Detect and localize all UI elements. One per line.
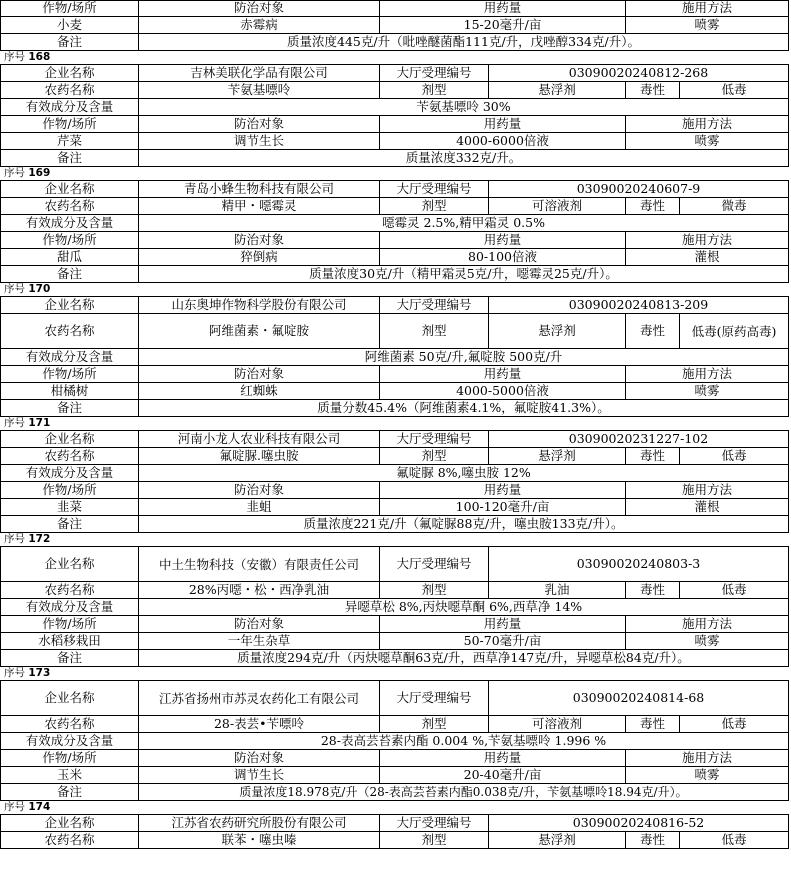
method-header: 施用方法	[625, 750, 789, 766]
toxicity-cell: 低毒	[679, 832, 789, 848]
toxicity-cell: 低毒	[679, 82, 789, 98]
company-row	[0, 431, 789, 448]
dosage-header: 用药量	[379, 232, 625, 248]
toxicity-cell: 微毒	[679, 198, 789, 214]
usage-header-row	[0, 232, 789, 249]
toxicity-label: 毒性	[625, 832, 679, 848]
ingredients-row	[0, 99, 789, 116]
seq-number: 序号 174	[4, 801, 51, 813]
pesticide-cell: 联苯・噻虫嗪	[138, 832, 379, 848]
target-cell: 赤霉病	[138, 17, 379, 33]
hall-no-cell: 03090020240814-68	[488, 681, 789, 715]
dosage-cell: 4000-5000倍液	[379, 383, 625, 399]
ingredients-row	[0, 215, 789, 232]
remark-label: 备注	[0, 650, 138, 666]
remark-label: 备注	[0, 266, 138, 282]
ingredients-label: 有效成分及含量	[0, 599, 138, 615]
target-header: 防治对象	[138, 482, 379, 498]
company-cell: 江苏省农药研究所股份有限公司	[138, 815, 379, 831]
pesticide-label: 农药名称	[0, 448, 138, 464]
crop-header: 作物/场所	[0, 482, 138, 498]
crop-cell: 玉米	[0, 767, 138, 783]
crop-cell: 芹菜	[0, 133, 138, 149]
ingredients-row	[0, 733, 789, 750]
remark-label: 备注	[0, 784, 138, 800]
remark-label: 备注	[0, 516, 138, 532]
dosage-cell: 20-40毫升/亩	[379, 767, 625, 783]
pesticide-cell: 28%丙噁・松・西净乳油	[138, 582, 379, 598]
formulation-label: 剂型	[379, 582, 488, 598]
ingredients-label: 有效成分及含量	[0, 99, 138, 115]
ingredients-label: 有效成分及含量	[0, 733, 138, 749]
remark-cell: 质量浓度18.978克/升（28-表高芸苔素内酯0.038克/升，苄氨基嘌呤18.94克/升）。	[138, 784, 789, 800]
ingredients-cell: 噁霉灵 2.5%,精甲霜灵 0.5%	[138, 215, 789, 231]
pesticide-row	[0, 716, 789, 733]
remark-row	[0, 650, 789, 667]
pesticide-cell: 苄氨基嘌呤	[138, 82, 379, 98]
dosage-cell: 100-120毫升/亩	[379, 499, 625, 515]
company-label: 企业名称	[0, 431, 138, 447]
usage-row	[0, 133, 789, 150]
remark-label: 备注	[0, 150, 138, 166]
company-label: 企业名称	[0, 815, 138, 831]
formulation-label: 剂型	[379, 198, 488, 214]
dosage-header: 用药量	[379, 1, 625, 16]
usage-row	[0, 499, 789, 516]
usage-header-row	[0, 116, 789, 133]
toxicity-label: 毒性	[625, 82, 679, 98]
formulation-cell: 悬浮剂	[488, 82, 625, 98]
seq-number: 序号 173	[4, 667, 51, 679]
ingredients-cell: 异噁草松 8%,丙炔噁草酮 6%,西草净 14%	[138, 599, 789, 615]
company-cell: 山东奥坤作物科学股份有限公司	[138, 297, 379, 313]
company-row	[0, 181, 789, 198]
ingredients-row	[0, 349, 789, 366]
pesticide-row	[0, 198, 789, 215]
remark-row	[0, 516, 789, 533]
seq-row	[0, 667, 789, 681]
company-cell: 江苏省扬州市苏灵农药化工有限公司	[138, 681, 379, 715]
toxicity-cell: 低毒(原药高毒)	[679, 314, 789, 348]
company-row	[0, 681, 789, 716]
formulation-cell: 可溶液剂	[488, 198, 625, 214]
company-label: 企业名称	[0, 547, 138, 581]
target-header: 防治对象	[138, 232, 379, 248]
pesticide-row	[0, 82, 789, 99]
pesticide-cell: 氟啶脲.噻虫胺	[138, 448, 379, 464]
pesticide-row	[0, 448, 789, 465]
seq-number: 序号 168	[4, 51, 51, 63]
hall-no-label: 大厅受理编号	[379, 65, 488, 81]
target-cell: 红蜘蛛	[138, 383, 379, 399]
crop-cell: 柑橘树	[0, 383, 138, 399]
formulation-label: 剂型	[379, 314, 488, 348]
usage-row	[0, 633, 789, 650]
dosage-header: 用药量	[379, 366, 625, 382]
remark-cell: 质量浓度294克/升（丙炔噁草酮63克/升，西草净147克/升，异噁草松84克/升）。	[138, 650, 789, 666]
ingredients-cell: 苄氨基嘌呤 30%	[138, 99, 789, 115]
toxicity-label: 毒性	[625, 716, 679, 732]
usage-header-row	[0, 750, 789, 767]
ingredients-row	[0, 599, 789, 616]
pesticide-label: 农药名称	[0, 582, 138, 598]
crop-header: 作物/场所	[0, 1, 138, 16]
hall-no-label: 大厅受理编号	[379, 431, 488, 447]
method-cell: 喷雾	[625, 633, 789, 649]
target-cell: 一年生杂草	[138, 633, 379, 649]
method-cell: 喷雾	[625, 383, 789, 399]
pesticide-cell: 阿维菌素・氟啶胺	[138, 314, 379, 348]
remark-cell: 质量浓度221克/升（氟啶脲88克/升，噻虫胺133克/升）。	[138, 516, 789, 532]
seq-number: 序号 169	[4, 167, 51, 179]
hall-no-cell: 03090020240816-52	[488, 815, 789, 831]
usage-header-row	[0, 366, 789, 383]
seq-row	[0, 801, 789, 815]
company-label: 企业名称	[0, 297, 138, 313]
target-header: 防治对象	[138, 616, 379, 632]
company-cell: 中土生物科技（安徽）有限责任公司	[138, 547, 379, 581]
pesticide-label: 农药名称	[0, 82, 138, 98]
ingredients-label: 有效成分及含量	[0, 215, 138, 231]
dosage-header: 用药量	[379, 482, 625, 498]
crop-cell: 小麦	[0, 17, 138, 33]
crop-cell: 甜瓜	[0, 249, 138, 265]
seq-number: 序号 170	[4, 283, 51, 295]
crop-header: 作物/场所	[0, 616, 138, 632]
usage-row	[0, 383, 789, 400]
target-cell: 调节生长	[138, 767, 379, 783]
formulation-cell: 可溶液剂	[488, 716, 625, 732]
hall-no-cell: 03090020240803-3	[488, 547, 789, 581]
company-cell: 吉林美联化学品有限公司	[138, 65, 379, 81]
hall-no-label: 大厅受理编号	[379, 181, 488, 197]
seq-row	[0, 167, 789, 181]
ingredients-label: 有效成分及含量	[0, 465, 138, 481]
pesticide-row	[0, 582, 789, 599]
pesticide-row	[0, 832, 789, 849]
ingredients-label: 有效成分及含量	[0, 349, 138, 365]
usage-row	[0, 249, 789, 266]
pesticide-label: 农药名称	[0, 198, 138, 214]
formulation-label: 剂型	[379, 832, 488, 848]
hall-no-label: 大厅受理编号	[379, 681, 488, 715]
seq-row	[0, 417, 789, 431]
company-row	[0, 65, 789, 82]
pesticide-label: 农药名称	[0, 314, 138, 348]
ingredients-row	[0, 465, 789, 482]
toxicity-label: 毒性	[625, 448, 679, 464]
hall-no-cell: 03090020240812-268	[488, 65, 789, 81]
remark-row	[0, 150, 789, 167]
ingredients-cell: 阿维菌素 50克/升,氟啶胺 500克/升	[138, 349, 789, 365]
target-header: 防治对象	[138, 1, 379, 16]
usage-header-row	[0, 0, 789, 17]
method-header: 施用方法	[625, 1, 789, 16]
remark-cell: 质量分数45.4%（阿维菌素4.1%，氟啶胺41.3%）。	[138, 400, 789, 416]
company-cell: 河南小龙人农业科技有限公司	[138, 431, 379, 447]
dosage-cell: 4000-6000倍液	[379, 133, 625, 149]
formulation-label: 剂型	[379, 82, 488, 98]
remark-label: 备注	[0, 400, 138, 416]
toxicity-label: 毒性	[625, 582, 679, 598]
method-cell: 喷雾	[625, 17, 789, 33]
usage-row	[0, 17, 789, 34]
hall-no-cell: 03090020240813-209	[488, 297, 789, 313]
target-header: 防治对象	[138, 366, 379, 382]
method-header: 施用方法	[625, 232, 789, 248]
target-cell: 猝倒病	[138, 249, 379, 265]
hall-no-label: 大厅受理编号	[379, 547, 488, 581]
seq-row	[0, 51, 789, 65]
remark-row	[0, 784, 789, 801]
ingredients-cell: 28-表高芸苔素内酯 0.004 %,苄氨基嘌呤 1.996 %	[138, 733, 789, 749]
remark-label: 备注	[0, 34, 138, 50]
dosage-header: 用药量	[379, 616, 625, 632]
formulation-cell: 悬浮剂	[488, 832, 625, 848]
remark-row	[0, 34, 789, 51]
method-cell: 喷雾	[625, 767, 789, 783]
crop-header: 作物/场所	[0, 366, 138, 382]
formulation-cell: 悬浮剂	[488, 448, 625, 464]
dosage-cell: 50-70毫升/亩	[379, 633, 625, 649]
toxicity-label: 毒性	[625, 198, 679, 214]
target-header: 防治对象	[138, 750, 379, 766]
company-label: 企业名称	[0, 65, 138, 81]
target-cell: 韭蛆	[138, 499, 379, 515]
method-cell: 灌根	[625, 499, 789, 515]
remark-row	[0, 400, 789, 417]
pesticide-label: 农药名称	[0, 716, 138, 732]
formulation-cell: 悬浮剂	[488, 314, 625, 348]
method-header: 施用方法	[625, 482, 789, 498]
toxicity-cell: 低毒	[679, 716, 789, 732]
seq-number: 序号 171	[4, 417, 51, 429]
pesticide-cell: 精甲・噁霉灵	[138, 198, 379, 214]
crop-cell: 水稻移栽田	[0, 633, 138, 649]
usage-header-row	[0, 616, 789, 633]
toxicity-cell: 低毒	[679, 448, 789, 464]
target-cell: 调节生长	[138, 133, 379, 149]
company-row	[0, 297, 789, 314]
crop-cell: 韭菜	[0, 499, 138, 515]
company-label: 企业名称	[0, 681, 138, 715]
hall-no-label: 大厅受理编号	[379, 815, 488, 831]
seq-row	[0, 283, 789, 297]
method-header: 施用方法	[625, 116, 789, 132]
toxicity-cell: 低毒	[679, 582, 789, 598]
target-header: 防治对象	[138, 116, 379, 132]
formulation-label: 剂型	[379, 448, 488, 464]
crop-header: 作物/场所	[0, 116, 138, 132]
remark-row	[0, 266, 789, 283]
crop-header: 作物/场所	[0, 750, 138, 766]
company-label: 企业名称	[0, 181, 138, 197]
hall-no-cell: 03090020240607-9	[488, 181, 789, 197]
formulation-label: 剂型	[379, 716, 488, 732]
dosage-header: 用药量	[379, 750, 625, 766]
usage-header-row	[0, 482, 789, 499]
seq-row	[0, 533, 789, 547]
method-cell: 灌根	[625, 249, 789, 265]
remark-cell: 质量浓度445克/升（吡唑醚菌酯111克/升，戊唑醇334克/升）。	[138, 34, 789, 50]
ingredients-cell: 氟啶脲 8%,噻虫胺 12%	[138, 465, 789, 481]
dosage-header: 用药量	[379, 116, 625, 132]
pesticide-label: 农药名称	[0, 832, 138, 848]
dosage-cell: 15-20毫升/亩	[379, 17, 625, 33]
company-row	[0, 815, 789, 832]
hall-no-cell: 03090020231227-102	[488, 431, 789, 447]
method-header: 施用方法	[625, 366, 789, 382]
company-row	[0, 547, 789, 582]
crop-header: 作物/场所	[0, 232, 138, 248]
method-cell: 喷雾	[625, 133, 789, 149]
company-cell: 青岛小蜂生物科技有限公司	[138, 181, 379, 197]
remark-cell: 质量浓度332克/升。	[138, 150, 789, 166]
method-header: 施用方法	[625, 616, 789, 632]
usage-row	[0, 767, 789, 784]
seq-number: 序号 172	[4, 533, 51, 545]
toxicity-label: 毒性	[625, 314, 679, 348]
remark-cell: 质量浓度30克/升（精甲霜灵5克/升，噁霉灵25克/升）。	[138, 266, 789, 282]
formulation-cell: 乳油	[488, 582, 625, 598]
dosage-cell: 80-100倍液	[379, 249, 625, 265]
hall-no-label: 大厅受理编号	[379, 297, 488, 313]
pesticide-row	[0, 314, 789, 349]
pesticide-cell: 28-表芸•苄嘌呤	[138, 716, 379, 732]
